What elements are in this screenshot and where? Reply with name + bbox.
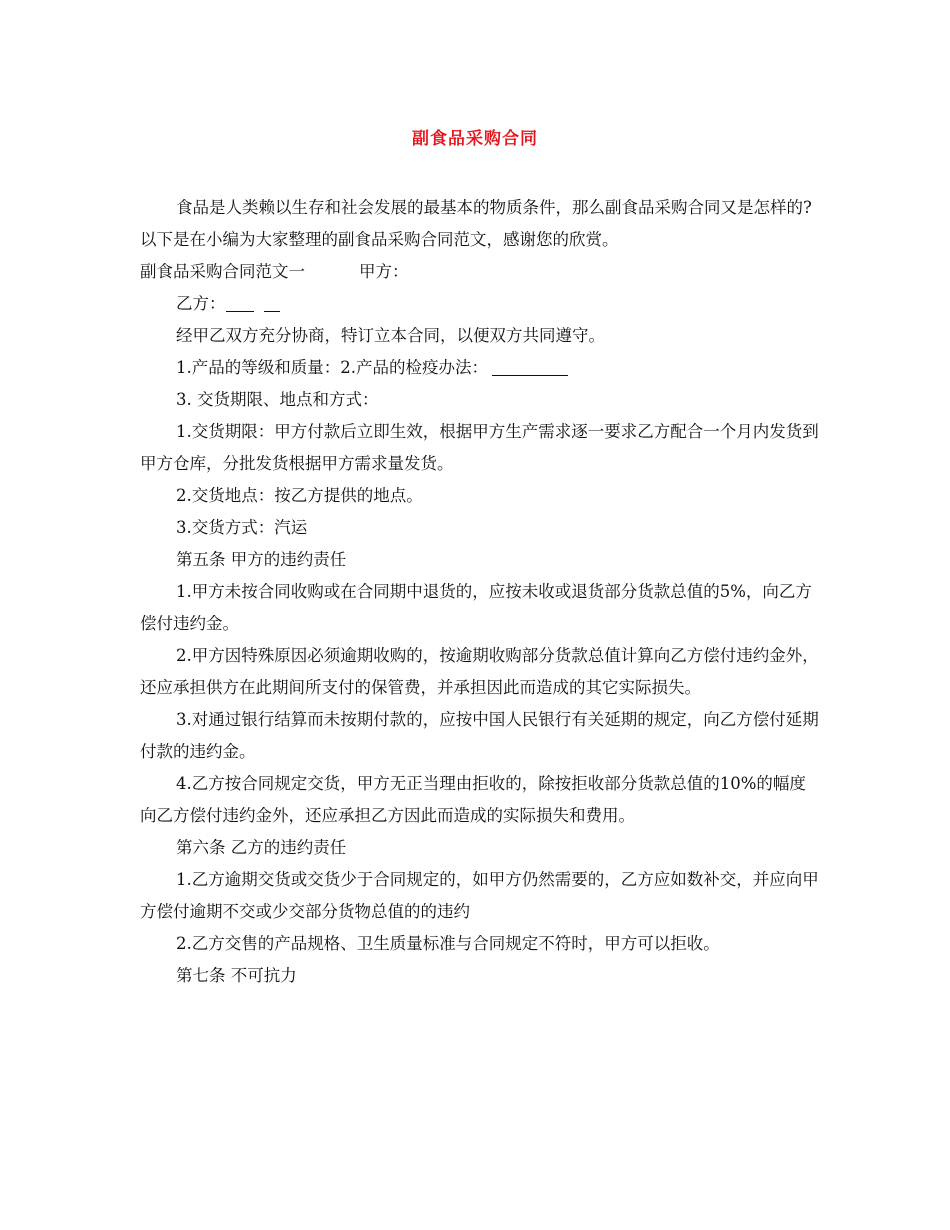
article6-item-2: 2.乙方交售的产品规格、卫生质量标准与合同规定不符时，甲方可以拒收。 bbox=[176, 934, 720, 953]
party-b-label: 乙方： bbox=[176, 294, 226, 313]
document-title: 副食品采购合同 bbox=[412, 129, 538, 149]
article6-title: 第六条 乙方的违约责任 bbox=[176, 838, 347, 857]
sample-heading-line bbox=[140, 256, 820, 288]
party-b-blank bbox=[226, 295, 254, 313]
delivery-place-paragraph: 2.交货地点：按乙方提供的地点。 bbox=[176, 486, 423, 505]
intro-paragraph: 食品是人类赖以生存和社会发展的最基本的物质条件，那么副食品采购合同又是怎样的?以下是在小编为大家整理的副食品采购合同范文，感谢您的欣赏。 bbox=[140, 198, 812, 249]
delivery-method-paragraph: 3.交货方式：汽运 bbox=[176, 518, 308, 537]
article5-item-4: 4.乙方按合同规定交货，甲方无正当理由拒收的，除按拒收部分货款总值的10%的幅度向乙方偿付违约金外，还应承担乙方因此而造成的实际损失和费用。 bbox=[140, 774, 806, 825]
sample-heading: 副食品采购合同范文一 bbox=[140, 262, 305, 281]
inspection-blank bbox=[492, 359, 568, 377]
party-a-label: 甲方： bbox=[359, 262, 409, 281]
party-b-blank-2 bbox=[264, 295, 280, 313]
article5-title: 第五条 甲方的违约责任 bbox=[176, 550, 347, 569]
article7-title: 第七条 不可抗力 bbox=[176, 966, 297, 985]
article5-item-3: 3.对通过银行结算而未按期付款的，应按中国人民银行有关延期的规定，向乙方偿付延期付款的违约金。 bbox=[140, 710, 819, 761]
quality-inspection-line bbox=[140, 352, 820, 384]
article5-item-2: 2.甲方因特殊原因必须逾期收购的，按逾期收购部分货款总值计算向乙方偿付违约金外，还应承担供方在此期间所支付的保管费，并承担因此而造成的其它实际损失。 bbox=[140, 646, 819, 697]
article6-item-1: 1.乙方逾期交货或交货少于合同规定的，如甲方仍然需要的，乙方应如数补交，并应向甲方偿付逾期不交或少交部分货物总值的的违约 bbox=[140, 870, 819, 921]
agreement-paragraph: 经甲乙双方充分协商，特订立本合同，以便双方共同遵守。 bbox=[176, 326, 605, 345]
delivery-period-paragraph: 1.交货期限：甲方付款后立即生效，根据甲方生产需求逐一要求乙方配合一个月内发货到甲方仓库，分批发货根据甲方需求量发货。 bbox=[140, 422, 819, 473]
delivery-section-heading: 3. 交货期限、地点和方式： bbox=[176, 390, 379, 409]
party-b-line bbox=[140, 288, 820, 320]
document-body bbox=[140, 192, 820, 992]
quality-inspection-text: 1.产品的等级和质量：2.产品的检疫办法： bbox=[176, 358, 488, 377]
article5-item-1: 1.甲方未按合同收购或在合同期中退货的，应按未收或退货部分货款总值的5%，向乙方偿付违约金。 bbox=[140, 582, 812, 633]
